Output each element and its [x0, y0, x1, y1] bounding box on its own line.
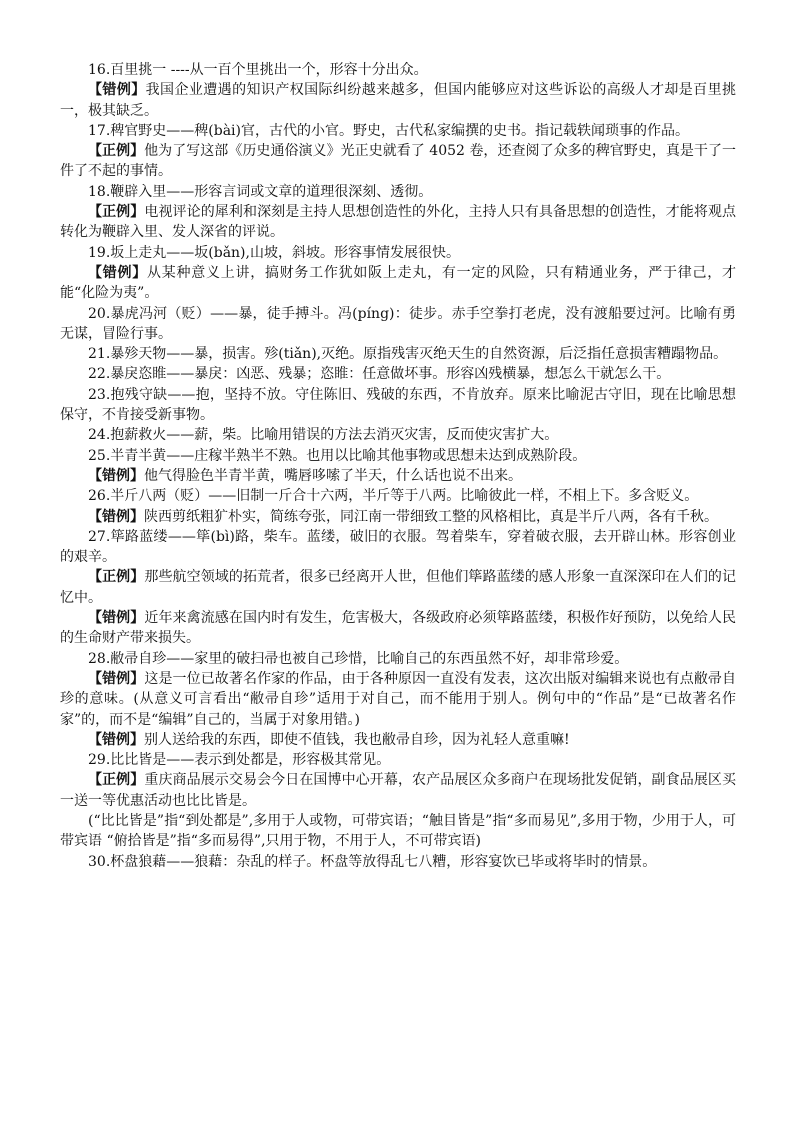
example-tag: 【正例】	[88, 772, 145, 789]
entry-text: 24.抱薪救火——薪，柴。比喻用错误的方法去消灭灾害，反而使灾害扩大。	[88, 427, 559, 444]
example-tag: 【错例】	[88, 467, 144, 484]
entry-22	[60, 364, 736, 384]
entry-17	[60, 121, 736, 141]
entry-23	[60, 385, 736, 426]
example-correct	[60, 567, 736, 608]
entry-text: 25.半青半黄——庄稼半熟半不熟。也用以比喻其他事物或思想未达到成熟阶段。	[88, 447, 587, 464]
entry-text: 22.暴戾恣睢——暴戾：凶恶、残暴；恣睢：任意做坏事。形容凶残横暴，想怎么干就怎么干。	[88, 366, 671, 383]
document-body	[60, 60, 736, 872]
example-wrong	[60, 80, 736, 121]
entry-27	[60, 527, 736, 568]
entry-text: 20.暴虎冯河（贬）——暴，徒手搏斗。冯(píng)：徒步。赤手空拳打老虎，没有渡船要过河。比喻有勇无谋，冒险行事。	[60, 305, 736, 342]
entry-28	[60, 649, 736, 669]
example-tag: 【错例】	[88, 610, 145, 627]
example-tag: 【正例】	[88, 204, 145, 221]
example-wrong	[60, 507, 736, 527]
example-text: 重庆商品展示交易会今日在国博中心开幕，农产品展区众多商户在现场批发促销，副食品展区买一送一等优惠活动也比比皆是。	[60, 772, 737, 809]
example-text: 从某种意义上讲，搞财务工作犹如阪上走丸，有一定的风险，只有精通业务，严于律己，才能“化险为夷”。	[60, 264, 737, 302]
entry-30	[60, 852, 736, 872]
example-wrong	[60, 730, 736, 750]
example-tag: 【错例】	[88, 508, 144, 525]
entry-20	[60, 304, 736, 345]
example-tag: 【正例】	[88, 143, 145, 160]
example-text: 电视评论的犀利和深刻是主持人思想创造性的外化，主持人只有具备思想的创造性，才能将观点转化为鞭辟入里、发人深省的评说。	[60, 204, 737, 241]
example-wrong	[60, 608, 736, 649]
entry-25	[60, 446, 736, 466]
example-text: 他气得脸色半青半黄，嘴唇哆嗦了半天，什么话也说不出来。	[144, 467, 522, 484]
entry-text: 23.抱残守缺——抱，坚持不放。守住陈旧、残破的东西，不肯放弃。原来比喻泥古守旧，现在比喻思想保守，不肯接受新事物。	[60, 386, 736, 424]
example-correct	[60, 770, 736, 811]
example-wrong	[60, 669, 736, 730]
entry-19	[60, 243, 736, 263]
example-text: 我国企业遭遇的知识产权国际纠纷越来越多，但国内能够应对这些诉讼的高级人才却是百里挑一，极其缺乏。	[60, 82, 737, 119]
example-text: 陕西剪纸粗犷朴实，简练夸张，同江南一带细致工整的风格相比，真是半斤八两，各有千秋。	[144, 508, 718, 525]
example-text: 近年来禽流感在国内时有发生，危害极大，各级政府必须筚路蓝缕，积极作好预防，以免给人民的生命财产带来损失。	[60, 610, 737, 647]
example-tag: 【错例】	[88, 731, 144, 748]
entry-21	[60, 344, 736, 364]
entry-16	[60, 60, 736, 80]
entry-text: 29.比比皆是——表示到处都是，形容极其常见。	[88, 752, 391, 769]
entry-text: 30.杯盘狼藉——狼藉：杂乱的样子。杯盘等放得乱七八糟，形容宴饮已毕或将毕时的情景。	[88, 853, 657, 870]
entry-text: 27.筚路蓝缕——筚(bì)路，柴车。蓝缕，破旧的衣服。驾着柴车，穿着破衣服，去开辟山林。形容创业的艰辛。	[60, 528, 736, 566]
example-tag: 【错例】	[88, 264, 147, 281]
example-correct	[60, 141, 736, 182]
example-text: 他为了写这部《历史通俗演义》光正史就看了 4052 卷，还查阅了众多的稗官野史，真是干了一件了不起的事情。	[60, 143, 737, 180]
note-text: (“比比皆是”指“到处都是”,多用于人或物，可带宾语；“触目皆是”指“多而易见”,多用于物，少用于人，可带宾语 “俯拾皆是”指“多而易得”,只用于物，不用于人，不可带宾语)	[60, 812, 736, 850]
example-wrong	[60, 263, 736, 304]
example-tag: 【正例】	[88, 569, 145, 586]
example-tag: 【错例】	[88, 82, 146, 99]
entry-text: 16.百里挑一 ----从一百个里挑出一个，形容十分出众。	[88, 62, 428, 78]
entry-18	[60, 182, 736, 202]
example-wrong	[60, 466, 736, 486]
entry-text: 26.半斤八两（贬）——旧制一斤合十六两，半斤等于八两。比喻彼此一样，不相上下。多含贬义。	[88, 488, 699, 505]
example-correct	[60, 202, 736, 243]
entry-text: 19.坂上走丸——坂(bǎn),山坡，斜坡。形容事情发展很快。	[88, 244, 460, 261]
usage-note	[60, 811, 736, 852]
entry-29	[60, 750, 736, 770]
entry-24	[60, 425, 736, 445]
example-text: 别人送给我的东西，即使不值钱，我也敝帚自珍，因为礼轻人意重嘛!	[144, 731, 570, 748]
example-text: 那些航空领域的拓荒者，很多已经离开人世，但他们筚路蓝缕的感人形象一直深深印在人们的记忆中。	[60, 569, 737, 606]
entry-26	[60, 486, 736, 506]
example-text: 这是一位已故著名作家的作品，由于各种原因一直没有发表，这次出版对编辑来说也有点敝帚自珍的意味。(从意义可言看出“敝帚自珍”适用于对自己，而不能用于别人。例句中的“作品”是“已故著名作家”的，而不是“编辑”自己的，当属于对象用错。)	[60, 670, 737, 728]
entry-text: 28.敝帚自珍——家里的破扫帚也被自己珍惜，比喻自己的东西虽然不好，却非常珍爱。	[88, 650, 629, 667]
entry-text: 17.稗官野史——稗(bài)官，古代的小官。野史，古代私家编撰的史书。指记载轶闻琐事的作品。	[88, 122, 689, 139]
entry-text: 18.鞭辟入里——形容言词或文章的道理很深刻、透彻。	[88, 183, 433, 200]
entry-text: 21.暴殄天物——暴，损害。殄(tiǎn),灭绝。原指残害灭绝天生的自然资源，后泛指任意损害糟蹋物品。	[88, 346, 728, 363]
example-tag: 【错例】	[88, 670, 145, 687]
